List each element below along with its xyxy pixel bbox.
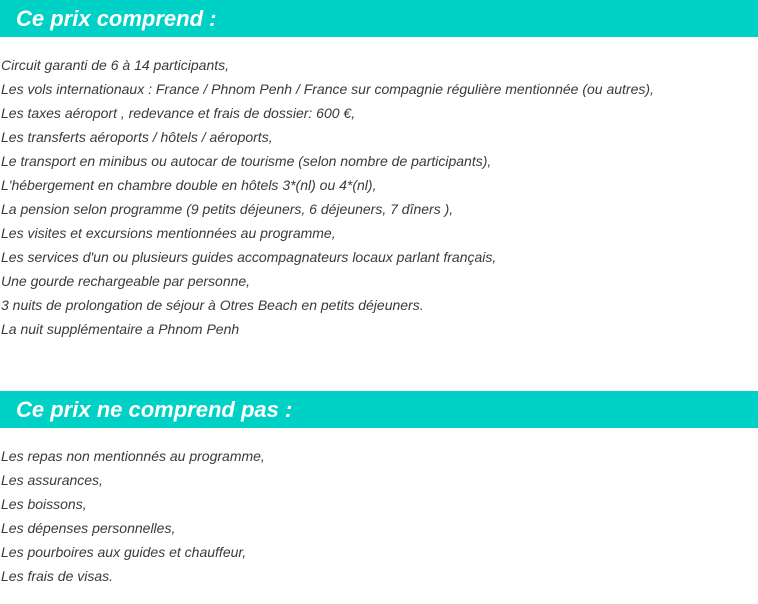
list-item: L'hébergement en chambre double en hôtels 3*(nl) ou 4*(nl), — [1, 177, 377, 193]
excludes-section-title: Ce prix ne comprend pas : — [0, 391, 758, 428]
list-item: Les vols internationaux : France / Phnom Penh / France sur compagnie régulière mentionnée (ou autres), — [1, 81, 654, 97]
list-item: Circuit garanti de 6 à 14 participants, — [1, 57, 230, 73]
list-item: Les frais de visas. — [1, 568, 114, 584]
list-item: Les boissons, — [1, 496, 87, 512]
list-item: Le transport en minibus ou autocar de tourisme (selon nombre de participants), — [1, 153, 492, 169]
includes-section-title: Ce prix comprend : — [0, 0, 758, 37]
list-item: Une gourde rechargeable par personne, — [1, 273, 251, 289]
list-item: Les transferts aéroports / hôtels / aéroports, — [1, 129, 273, 145]
list-item: Les visites et excursions mentionnées au programme, — [1, 225, 336, 241]
list-item: 3 nuits de prolongation de séjour à Otres Beach en petits déjeuners. — [1, 297, 424, 313]
list-item: Les assurances, — [1, 472, 103, 488]
includes-list — [0, 53, 758, 341]
list-item: La nuit supplémentaire a Phnom Penh — [1, 321, 240, 337]
list-item: Les repas non mentionnés au programme, — [1, 448, 265, 464]
list-item: La pension selon programme (9 petits déjeuners, 6 déjeuners, 7 dîners ), — [1, 201, 454, 217]
list-item: Les services d'un ou plusieurs guides accompagnateurs locaux parlant français, — [1, 249, 497, 265]
excludes-list — [0, 444, 758, 588]
list-item: Les taxes aéroport , redevance et frais de dossier: 600 €, — [1, 105, 356, 121]
list-item: Les pourboires aux guides et chauffeur, — [1, 544, 247, 560]
list-item: Les dépenses personnelles, — [1, 520, 176, 536]
